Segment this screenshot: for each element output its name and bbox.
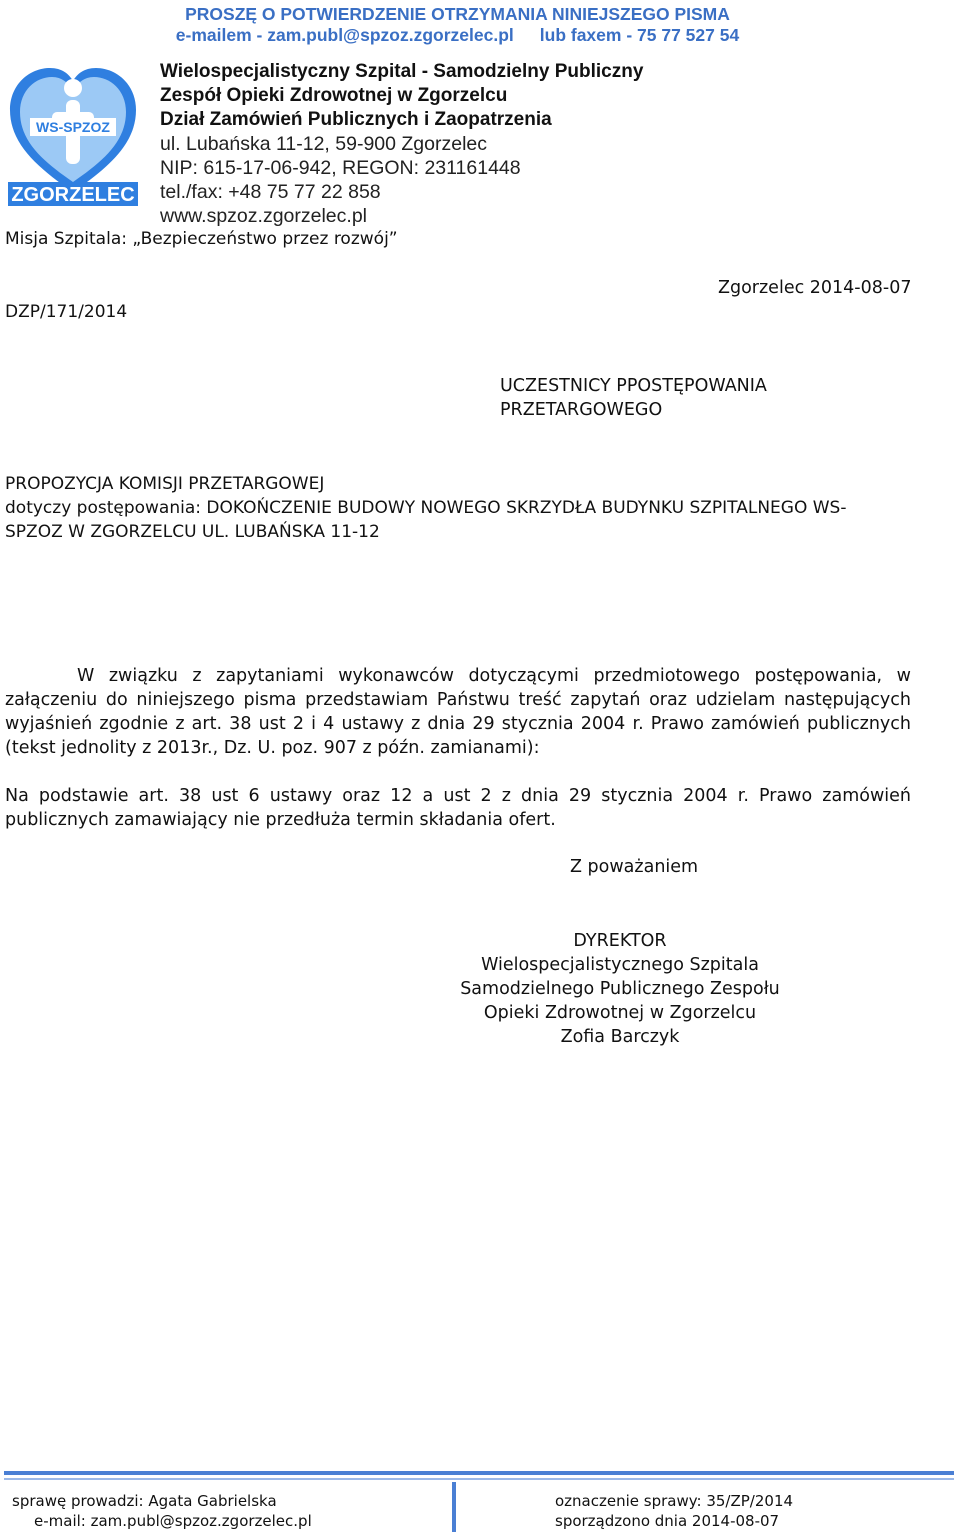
org-website[interactable]: www.spzoz.zgorzelec.pl bbox=[160, 205, 367, 227]
body-paragraph-1: W związku z zapytaniami wykonawców dotyczącymi przedmiotowego postępowania, w załączeniu do niniejszego pisma przedstawiam Państwu treść zapytań oraz udzielam następujących wyjaśnień zgodnie z art. 38 ust 2 i 4 ustawy z dnia 29 stycznia 2004 r. Prawo zamówień publicznych (tekst jednolity z 2013r., Dz. U. poz. 907 z późn. zamianami): bbox=[5, 666, 911, 758]
signature-org-line2: Samodzielnego Publicznego Zespołu bbox=[460, 979, 780, 999]
footer-prepared-date: sporządzono dnia 2014-08-07 bbox=[555, 1512, 780, 1530]
footer-case-info bbox=[555, 1491, 793, 1531]
banner-email[interactable]: e-mailem - zam.publ@spzoz.zgorzelec.pl bbox=[175, 25, 514, 45]
org-phone: tel./fax: +48 75 77 22 858 bbox=[160, 181, 381, 203]
addressee-line1: UCZESTNICY PPOSTĘPOWANIA bbox=[500, 376, 767, 396]
footer-email[interactable]: e-mail: zam.publ@spzoz.zgorzelec.pl bbox=[34, 1512, 312, 1530]
hospital-logo bbox=[8, 64, 138, 206]
reference-number: DZP/171/2014 bbox=[5, 302, 128, 322]
footer-contact bbox=[12, 1491, 312, 1531]
org-name-line1: Wielospecjalistyczny Szpital - Samodzielny Publiczny bbox=[160, 61, 644, 82]
footer-handler: sprawę prowadzi: Agata Gabrielska bbox=[12, 1492, 277, 1510]
org-department: Dział Zamówień Publicznych i Zaopatrzenia bbox=[160, 109, 552, 130]
hospital-mission: Misja Szpitala: „Bezpieczeństwo przez rozwój” bbox=[5, 229, 398, 249]
banner-fax: lub faxem - 75 77 527 54 bbox=[539, 25, 740, 45]
signature-block bbox=[430, 929, 810, 1049]
logo-badge-text: WS-SPZOZ bbox=[36, 119, 110, 135]
footer-case-mark: oznaczenie sprawy: 35/ZP/2014 bbox=[555, 1492, 794, 1510]
org-header bbox=[160, 60, 643, 228]
org-ids: NIP: 615-17-06-942, REGON: 231161448 bbox=[160, 157, 521, 179]
subject-title: PROPOZYCJA KOMISJI PRZETARGOWEJ bbox=[5, 474, 325, 494]
subject-line2: SPZOZ W ZGORZELCU UL. LUBAŃSKA 11-12 bbox=[5, 522, 380, 542]
footer-divider-secondary bbox=[4, 1478, 954, 1480]
place-date: Zgorzelec 2014-08-07 bbox=[718, 278, 912, 298]
closing-regards: Z poważaniem bbox=[570, 857, 699, 877]
addressee bbox=[500, 374, 767, 422]
addressee-line2: PRZETARGOWEGO bbox=[500, 400, 663, 420]
org-address: ul. Lubańska 11-12, 59-900 Zgorzelec bbox=[160, 133, 488, 155]
footer-divider bbox=[4, 1471, 954, 1475]
confirmation-banner-line1: PROSZĘ O POTWIERDZENIE OTRZYMANIA NINIEJSZEGO PISMA bbox=[185, 4, 730, 24]
footer-column-separator bbox=[452, 1482, 456, 1532]
subject-line1: dotyczy postępowania: DOKOŃCZENIE BUDOWY NOWEGO SKRZYDŁA BUDYNKU SZPITALNEGO WS- bbox=[5, 498, 847, 518]
logo-city-text: ZGORZELEC bbox=[11, 184, 135, 206]
body-paragraph-2: Na podstawie art. 38 ust 6 ustawy oraz 12 a ust 2 z dnia 29 stycznia 2004 r. Prawo zamówień publicznych zamawiający nie przedłuża termin składania ofert. bbox=[5, 786, 911, 830]
subject-block bbox=[5, 472, 905, 544]
signature-org-line3: Opieki Zdrowotnej w Zgorzelcu bbox=[483, 1003, 757, 1023]
hospital-logo-graphic bbox=[8, 64, 138, 206]
signature-title: DYREKTOR bbox=[573, 931, 667, 951]
confirmation-banner-line2 bbox=[0, 24, 915, 46]
signature-org-line1: Wielospecjalistycznego Szpitala bbox=[481, 955, 759, 975]
signature-name: Zofia Barczyk bbox=[560, 1027, 680, 1047]
org-name-line2: Zespół Opieki Zdrowotnej w Zgorzelcu bbox=[160, 85, 508, 106]
